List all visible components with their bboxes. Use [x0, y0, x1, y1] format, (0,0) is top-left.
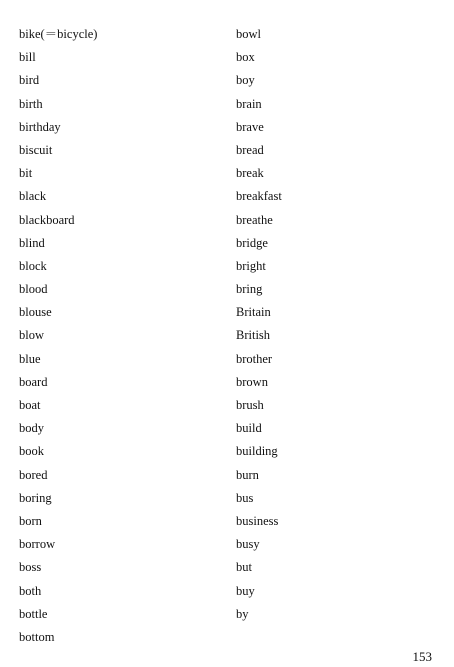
word-entry: bus — [236, 490, 254, 505]
word-entry: born — [19, 513, 42, 528]
word-entry: blackboard — [19, 212, 75, 227]
word-entry: boat — [19, 398, 41, 412]
word-entry: brown — [236, 374, 268, 389]
word-entry: biscuit — [19, 142, 53, 157]
word-entry: block — [19, 258, 47, 273]
word-entry: bottle — [19, 606, 48, 621]
word-entry: boy — [236, 73, 255, 88]
word-entry: bike(＝bicycle) — [19, 27, 98, 41]
word-entry: British — [236, 328, 271, 343]
word-entry: board — [19, 374, 48, 389]
word-entry: body — [19, 421, 44, 436]
word-entry: both — [19, 583, 42, 598]
word-entry: bring — [236, 282, 263, 297]
word-entry: busy — [236, 537, 260, 552]
word-entry: break — [236, 166, 264, 181]
word-entry: buy — [236, 583, 255, 598]
word-list-left-column — [19, 23, 97, 649]
word-entry: bowl — [236, 27, 261, 41]
word-entry: bird — [19, 73, 40, 88]
word-entry: blood — [19, 282, 48, 297]
word-entry: black — [19, 189, 47, 204]
word-entry: brush — [236, 398, 264, 412]
word-entry: boss — [19, 560, 42, 575]
word-entry: birthday — [19, 119, 61, 134]
word-entry: brother — [236, 351, 273, 366]
word-entry: building — [236, 444, 278, 459]
word-entry: brain — [236, 96, 262, 111]
word-entry: business — [236, 513, 279, 528]
word-entry: blue — [19, 351, 41, 366]
word-entry: blouse — [19, 305, 52, 320]
word-entry: by — [236, 606, 249, 621]
word-entry: bridge — [236, 235, 268, 250]
word-entry: book — [19, 444, 44, 459]
word-entry: birth — [19, 96, 43, 111]
word-entry: breathe — [236, 212, 273, 227]
word-entry: build — [236, 421, 262, 436]
word-entry: bread — [236, 142, 264, 157]
word-entry: burn — [236, 467, 259, 482]
page-number: 153 — [412, 649, 432, 664]
word-entry: bill — [19, 50, 36, 65]
word-entry: bit — [19, 166, 33, 181]
word-entry: blow — [19, 328, 44, 343]
word-entry: bored — [19, 467, 48, 482]
word-entry: blind — [19, 235, 45, 250]
word-entry: brave — [236, 119, 264, 134]
word-entry: box — [236, 50, 255, 65]
word-entry: bright — [236, 258, 266, 273]
word-entry: bottom — [19, 629, 55, 644]
word-entry: Britain — [236, 305, 271, 320]
word-entry: boring — [19, 490, 52, 505]
word-entry: breakfast — [236, 189, 282, 204]
word-entry: borrow — [19, 537, 56, 552]
word-list-right-column — [236, 23, 282, 626]
word-entry: but — [236, 560, 252, 575]
